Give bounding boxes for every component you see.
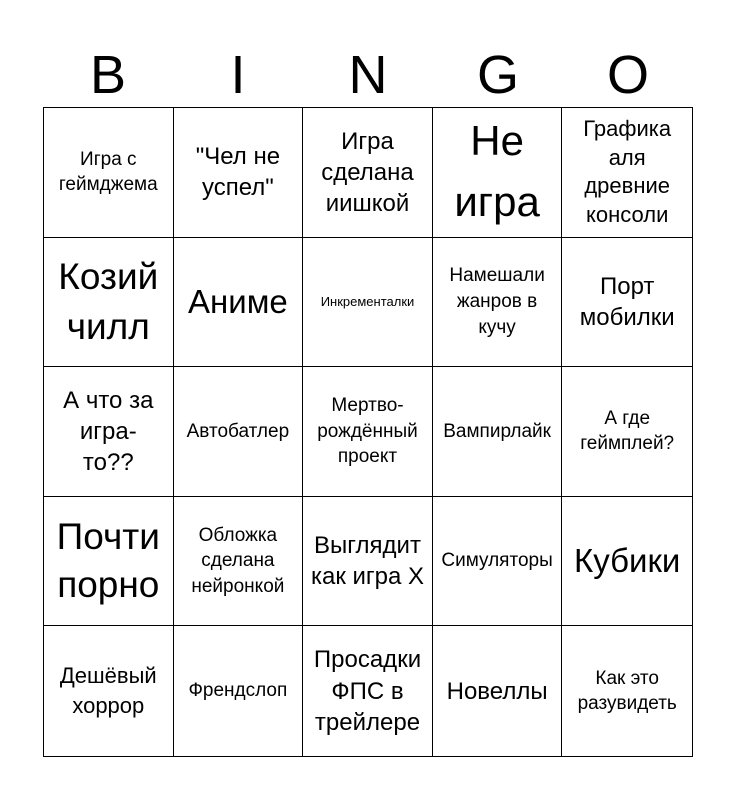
- bingo-card-grid: [43, 107, 693, 757]
- cell-label: А где геймплей?: [580, 407, 675, 455]
- bingo-cell-r5-c1[interactable]: [44, 626, 174, 756]
- cell-label: Новеллы: [446, 677, 548, 705]
- cell-label: Аниме: [188, 283, 288, 321]
- bingo-cell-r5-c3[interactable]: [303, 626, 433, 756]
- header-letter-i: I: [230, 45, 246, 105]
- cell-label: Автобатлер: [186, 420, 290, 442]
- bingo-cell-r1-c3[interactable]: [303, 108, 433, 238]
- bingo-cell-r1-c2[interactable]: [174, 108, 304, 238]
- cell-label: Порт мобилки: [579, 272, 675, 331]
- cell-label: Почти порно: [56, 516, 160, 606]
- bingo-cell-r3-c4[interactable]: [433, 367, 563, 497]
- cell-label: Френдслоп: [188, 680, 288, 702]
- header-letter-o: O: [606, 45, 649, 105]
- cell-label: Выглядит как игра X: [310, 531, 425, 591]
- cell-label: Козий чилл: [58, 255, 159, 347]
- cell-label: Мертво-рождённый проект: [317, 395, 418, 468]
- bingo-cell-r2-c5[interactable]: [562, 238, 692, 368]
- cell-label: Просадки ФПС в трейлере: [313, 646, 422, 736]
- cell-label: Инкременталки: [320, 293, 415, 309]
- bingo-cell-r5-c4[interactable]: [433, 626, 563, 756]
- cell-label: Кубики: [574, 542, 681, 580]
- bingo-cell-r4-c2[interactable]: [174, 497, 304, 627]
- bingo-cell-r1-c1[interactable]: [44, 108, 174, 238]
- cell-label: Дешёвый хоррор: [59, 662, 157, 719]
- bingo-cell-r4-c5[interactable]: [562, 497, 692, 627]
- bingo-cell-r2-c3[interactable]: [303, 238, 433, 368]
- cell-label: "Чел не успел": [195, 143, 281, 202]
- cell-label: А что за игра-то??: [63, 386, 154, 477]
- bingo-cell-r5-c5[interactable]: [562, 626, 692, 756]
- bingo-cell-r2-c4[interactable]: [433, 238, 563, 368]
- bingo-cell-r3-c5[interactable]: [562, 367, 692, 497]
- bingo-cell-r3-c3[interactable]: [303, 367, 433, 497]
- bingo-header: [43, 40, 693, 110]
- bingo-cell-r4-c3[interactable]: [303, 497, 433, 627]
- bingo-cell-r1-c4[interactable]: [433, 108, 563, 238]
- cell-label: Графика аля древние консоли: [583, 116, 672, 227]
- bingo-cell-r5-c2[interactable]: [174, 626, 304, 756]
- bingo-cell-r3-c1[interactable]: [44, 367, 174, 497]
- cell-label: Намешали жанров в кучу: [449, 265, 545, 338]
- bingo-cell-r2-c1[interactable]: [44, 238, 174, 368]
- header-letter-b: B: [89, 45, 127, 105]
- cell-label: Симуляторы: [441, 550, 553, 572]
- header-letter-g: G: [476, 45, 519, 105]
- cell-label: Игра с геймджема: [58, 148, 158, 196]
- bingo-cell-r4-c4[interactable]: [433, 497, 563, 627]
- cell-label: Игра сделана иишкой: [321, 127, 414, 217]
- bingo-cell-r4-c1[interactable]: [44, 497, 174, 627]
- cell-label: Обложка сделана нейронкой: [191, 524, 285, 597]
- header-letter-n: N: [348, 45, 388, 105]
- cell-label: Вампирлайк: [443, 420, 551, 442]
- cell-label: Не игра: [454, 117, 540, 226]
- bingo-cell-r1-c5[interactable]: [562, 108, 692, 238]
- bingo-cell-r3-c2[interactable]: [174, 367, 304, 497]
- bingo-cell-r2-c2[interactable]: [174, 238, 304, 368]
- cell-label: Как это разувидеть: [577, 667, 677, 715]
